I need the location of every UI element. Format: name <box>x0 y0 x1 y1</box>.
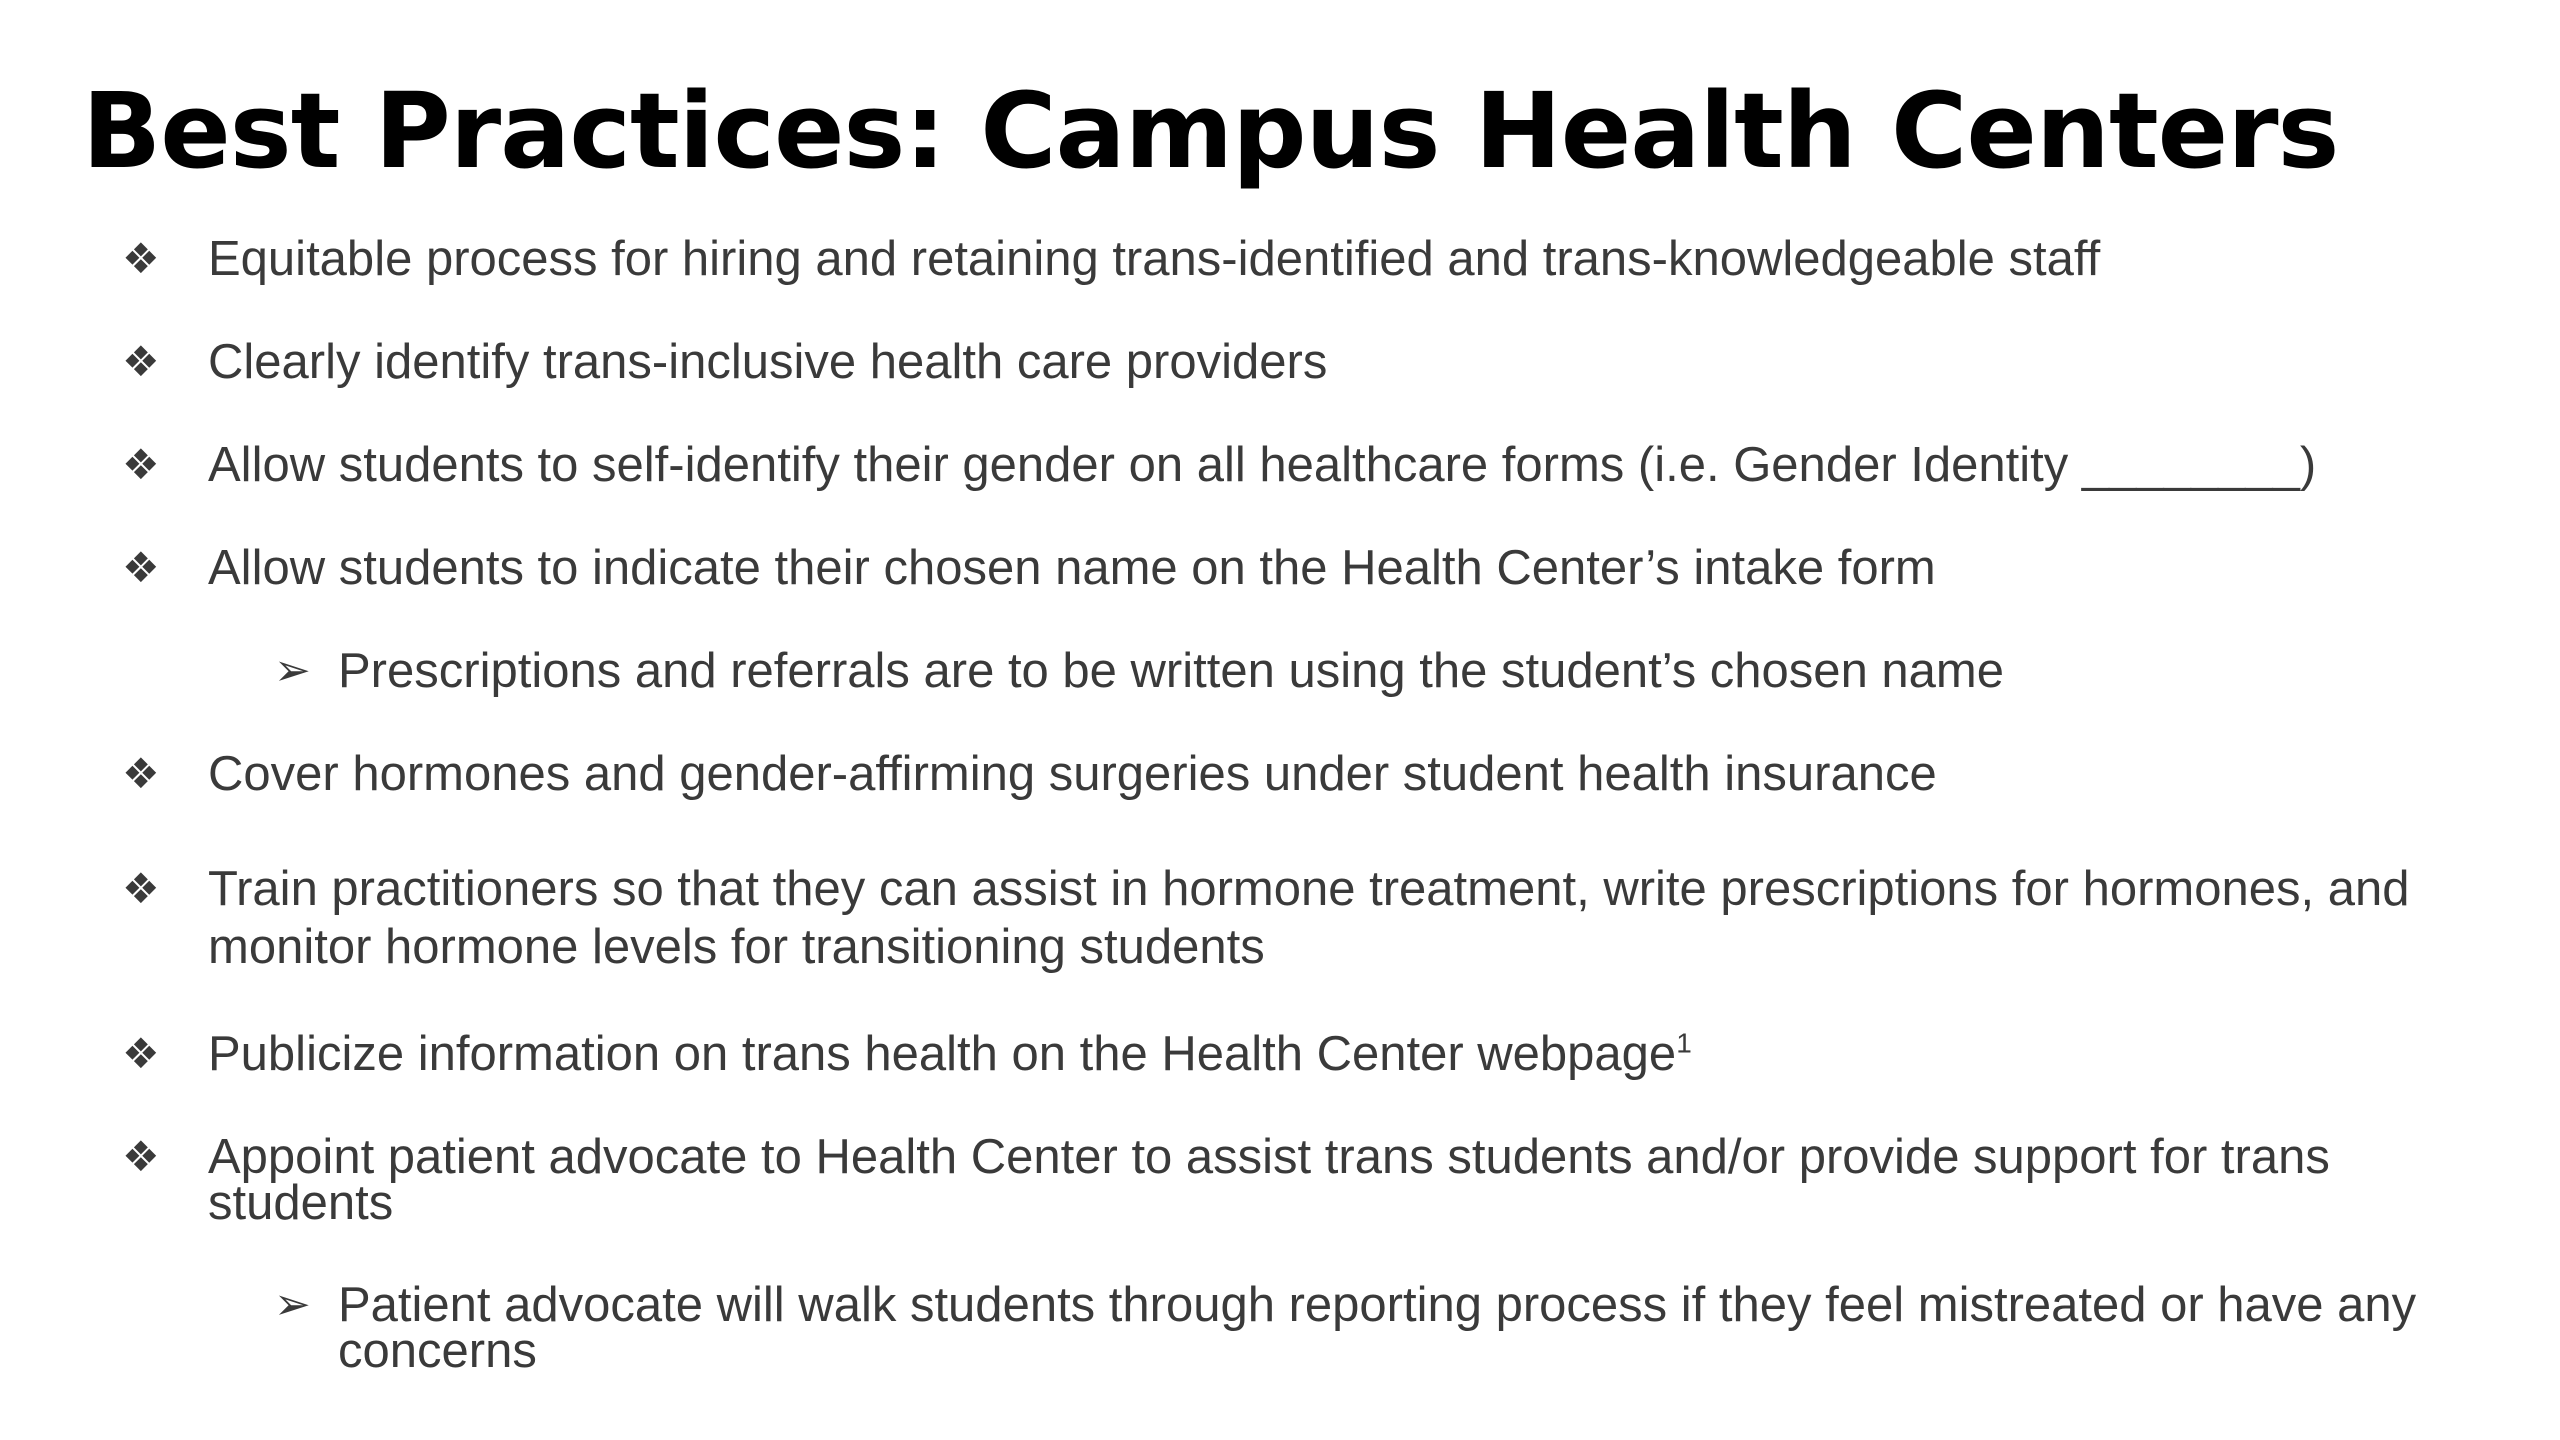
diamond-bullet-icon: ❖ <box>122 440 160 489</box>
bullet-item-publicize <box>122 1025 2528 1083</box>
bullet-item-self-identify <box>122 436 2528 494</box>
bullet-text: Allow students to indicate their chosen name on the Health Center’s intake form <box>208 541 1936 595</box>
bullet-item-hiring <box>122 230 2528 288</box>
diamond-bullet-icon: ❖ <box>122 234 160 283</box>
sub-bullet-item-reporting-process <box>274 1278 2538 1378</box>
bullet-item-train-practitioners <box>122 860 2528 976</box>
diamond-bullet-icon: ❖ <box>122 864 160 913</box>
bullet-item-patient-advocate <box>122 1130 2528 1230</box>
diamond-bullet-icon: ❖ <box>122 337 160 386</box>
bullet-text: Clearly identify trans-inclusive health care providers <box>208 335 1328 389</box>
diamond-bullet-icon: ❖ <box>122 1029 160 1078</box>
bullet-text: Cover hormones and gender-affirming surgeries under student health insurance <box>208 747 1937 801</box>
diamond-bullet-icon: ❖ <box>122 749 160 798</box>
bullet-text: Patient advocate will walk students through reporting process if they feel mistreated or have any concerns <box>338 1278 2417 1378</box>
bullet-text: Publicize information on trans health on the Health Center webpage <box>208 1027 1677 1081</box>
bullet-text: Prescriptions and referrals are to be written using the student’s chosen name <box>338 644 2004 698</box>
bullet-item-insurance <box>122 745 2528 803</box>
arrow-bullet-icon: ➢ <box>274 645 311 696</box>
slide-title: Best Practices: Campus Health Centers <box>82 70 2339 192</box>
bullet-text: Allow students to self-identify their gender on all healthcare forms (i.e. Gender Identity ________) <box>208 438 2317 492</box>
bullet-text: Train practitioners so that they can assist in hormone treatment, write prescriptions for hormones, and monitor hormone levels for transitioning students <box>208 862 2410 974</box>
diamond-bullet-icon: ❖ <box>122 1132 160 1181</box>
footnote-marker: 1 <box>1676 1027 1692 1059</box>
bullet-item-chosen-name <box>122 539 2528 597</box>
arrow-bullet-icon: ➢ <box>274 1279 311 1330</box>
bullet-text: Equitable process for hiring and retaining trans-identified and trans-knowledgeable staff <box>208 232 2101 286</box>
diamond-bullet-icon: ❖ <box>122 543 160 592</box>
bullet-item-providers <box>122 333 2528 391</box>
bullet-text: Appoint patient advocate to Health Center to assist trans students and/or provide support for trans students <box>208 1130 2330 1230</box>
sub-bullet-item-prescriptions <box>274 642 2538 700</box>
